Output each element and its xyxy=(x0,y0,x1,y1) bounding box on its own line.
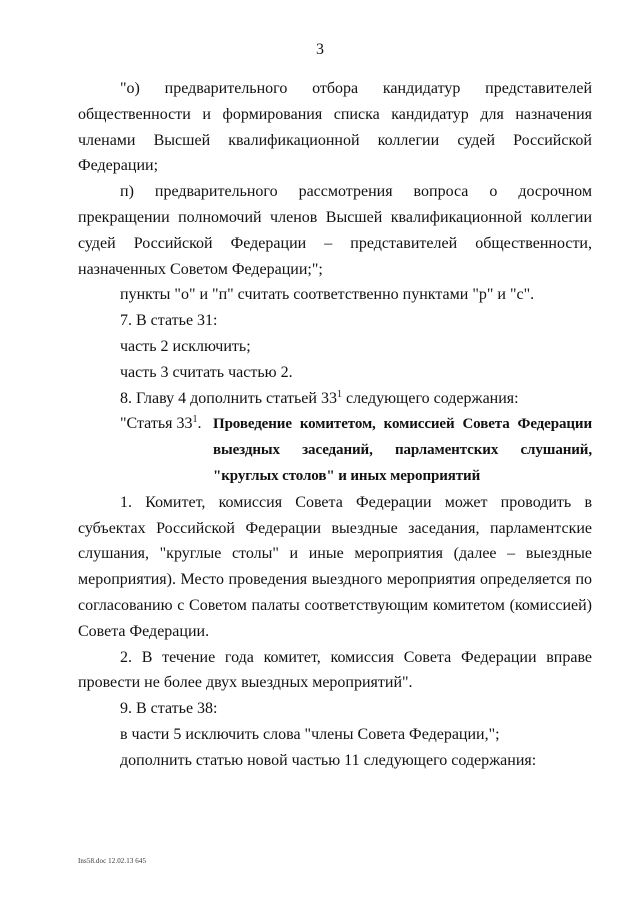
article-title-line-2: выездных заседаний, парламентских слушаний, xyxy=(213,442,592,459)
paragraph-part-2-exclude: часть 2 исключить; xyxy=(120,337,251,355)
paragraph-item-o xyxy=(78,76,592,102)
paragraph-item-p-continued: прекращении полномочий членов Высшей квалификационной коллегии судей Российской Федерации – представителей общественности, назначенных Советом Федерации;"; xyxy=(78,208,592,278)
paragraph-article-part-2: 2. В течение года комитет, комиссия Совета Федерации вправе провести не более двух выездных мероприятий". xyxy=(78,648,592,692)
paragraph-article-38: 9. В статье 38: xyxy=(120,700,218,718)
article-label xyxy=(120,411,213,437)
paragraph-item-p xyxy=(78,179,592,205)
article-33-1-heading xyxy=(78,411,592,489)
article-title-line-3: "круглых столов" и иных мероприятий xyxy=(213,467,481,484)
chapter-4-text-pre: 8. Главу 4 дополнить статьей 33 xyxy=(120,389,337,407)
article-label-post: . xyxy=(197,415,202,433)
chapter-4-superscript: 1 xyxy=(336,388,342,400)
paragraph-item-o-first-line: "о) предварительного отбора кандидатур представителей xyxy=(120,80,592,97)
paragraph-part-5-exclude: в части 5 исключить слова "члены Совета Федерации,"; xyxy=(120,725,500,743)
article-label-superscript: 1 xyxy=(192,414,198,426)
chapter-4-text-post: следующего содержания: xyxy=(341,389,519,407)
page-number: 3 xyxy=(316,41,324,58)
article-label-pre: "Статья 33 xyxy=(120,415,193,433)
paragraph-article-part-1: 1. Комитет, комиссия Совета Федерации может проводить в субъектах Российской Федерации выездные заседания, парламентские слушания, "круглые столы" и иные мероприятия (далее – выездные мероприятия). Место проведения выездного мероприятия определяется по согласованию с Советом палаты соответствующим комитетом (комиссией) Совета Федерации. xyxy=(78,493,592,640)
article-title-line-1: Проведение комитетом, комиссией Совета Федерации xyxy=(213,416,592,433)
paragraph-article-31: 7. В статье 31: xyxy=(120,312,218,330)
paragraph-item-p-first-line: п) предварительного рассмотрения вопроса о досрочном xyxy=(120,183,592,201)
document-body xyxy=(78,76,592,774)
paragraph-new-part-11: дополнить статью новой частью 11 следующего содержания: xyxy=(120,751,537,769)
paragraph-chapter-4 xyxy=(78,386,592,412)
paragraph-item-o-continued: общественности и формирования списка кандидатур для назначения членами Высшей квалификационной коллегии судей Российской Федерации; xyxy=(78,105,592,175)
paragraph-part-3-renumber: часть 3 считать частью 2. xyxy=(120,363,293,381)
footer-file-code: Ins58.doc 12.02.13 645 xyxy=(78,857,147,865)
article-title xyxy=(213,412,592,489)
paragraph-renumber: пункты "о" и "п" считать соответственно пунктами "р" и "с". xyxy=(120,286,535,304)
